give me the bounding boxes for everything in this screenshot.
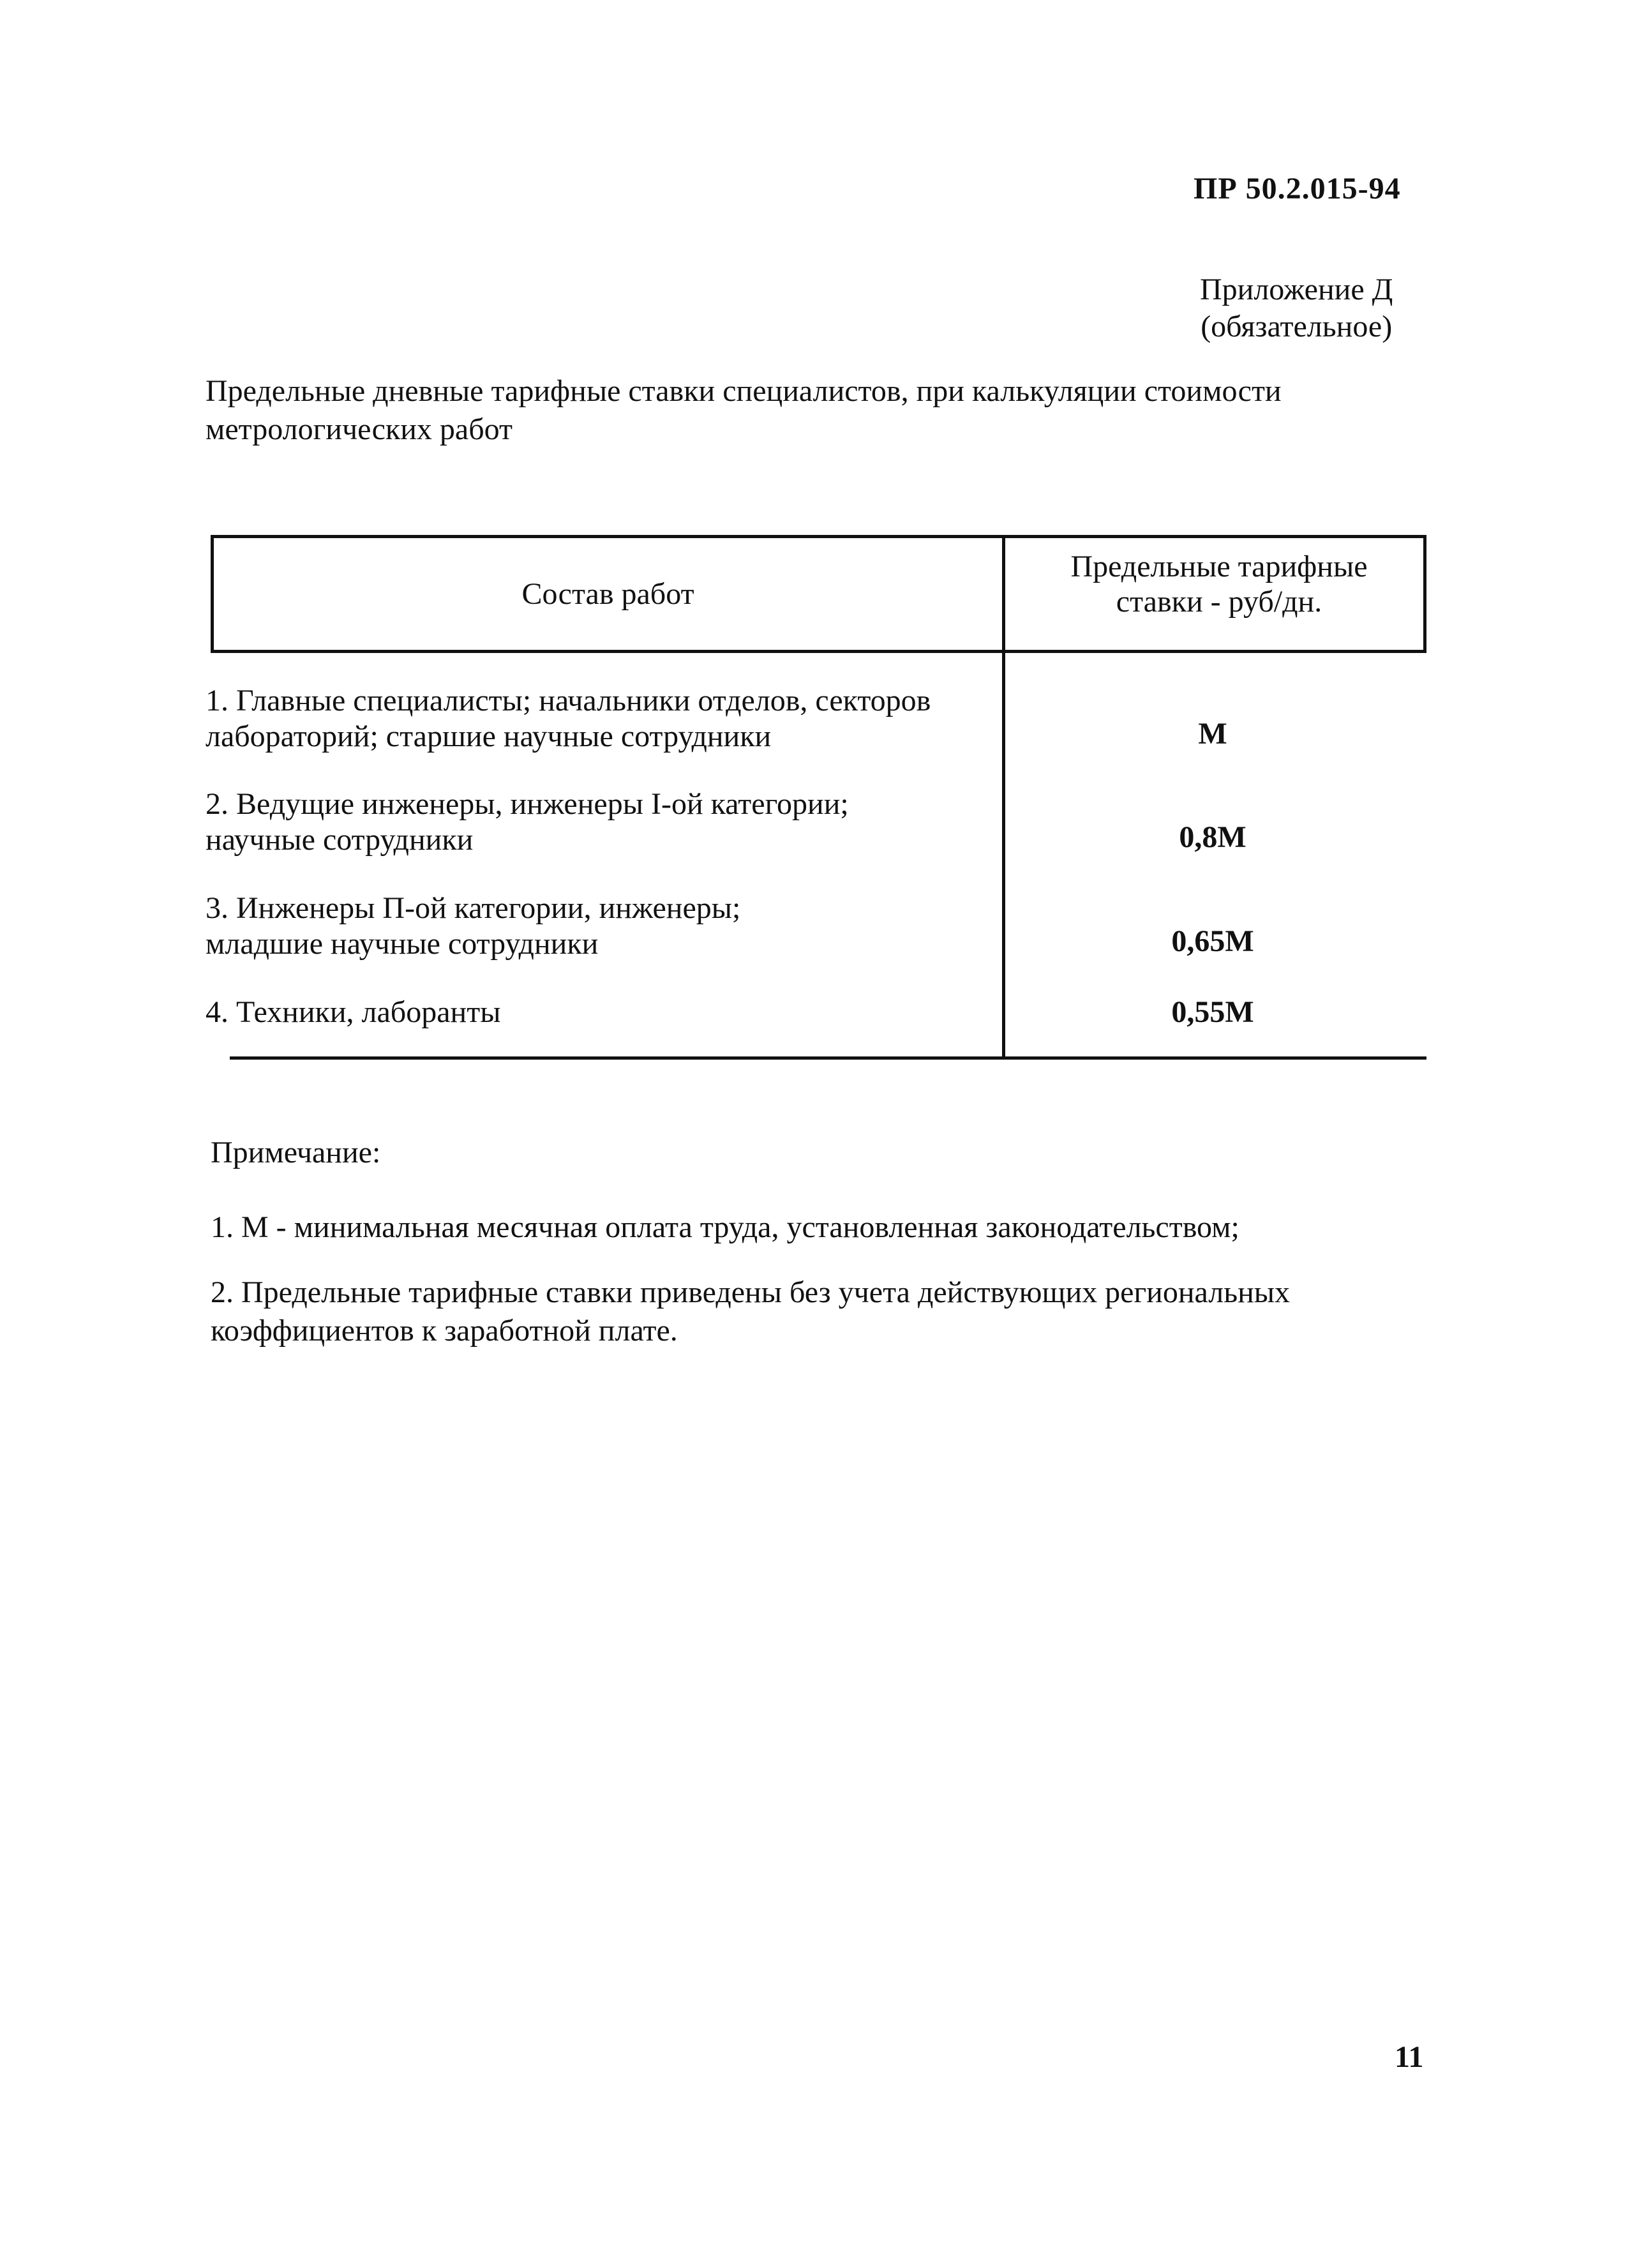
document-title: Предельные дневные тарифные ставки специалистов, при калькуляции стоимости метрологических работ bbox=[206, 374, 1282, 446]
note-item-1: 1. М - минимальная месячная оплата труда, установленная законодательством; bbox=[211, 1210, 1239, 1244]
table-row-1-line2: лабораторий; старшие научные сотрудники bbox=[206, 719, 772, 753]
table-row-4-description bbox=[206, 995, 1000, 1030]
table-row-3-line2: младшие научные сотрудники bbox=[206, 927, 599, 961]
table-row-1-description bbox=[206, 683, 1000, 755]
table-column-divider bbox=[1002, 535, 1005, 1058]
table-row-4-value: 0,55М bbox=[1171, 995, 1254, 1029]
table-header-rates-line1: Предельные тарифные bbox=[1070, 550, 1368, 583]
table-row-1-line1: 1. Главные специалисты; начальники отделов, секторов bbox=[206, 684, 931, 717]
table-row-2-value: 0,8М bbox=[1179, 820, 1246, 854]
document-code: ПР 50.2.015-94 bbox=[1194, 172, 1401, 206]
page-number: 11 bbox=[1395, 2040, 1424, 2074]
table-row-3-description bbox=[206, 890, 1000, 962]
table-header-rates bbox=[1015, 549, 1423, 619]
table-header-work-composition: Состав работ bbox=[521, 577, 694, 611]
note-item-2: 2. Предельные тарифные ставки приведены без учета действующих региональных коэффициентов к заработной плате. bbox=[211, 1275, 1291, 1348]
appendix-status: (обязательное) bbox=[1201, 310, 1393, 343]
table-row-2-line2: научные сотрудники bbox=[206, 823, 474, 857]
table-row-4-line1: 4. Техники, лаборанты bbox=[206, 995, 501, 1029]
appendix-label bbox=[1200, 271, 1393, 345]
table-header-rates-line2: ставки - руб/дн. bbox=[1116, 585, 1322, 619]
table-row-2-description bbox=[206, 786, 1000, 858]
table-row-3-line1: 3. Инженеры П-ой категории, инженеры; bbox=[206, 891, 741, 925]
notes-title: Примечание: bbox=[211, 1136, 381, 1169]
table-bottom-rule bbox=[230, 1056, 1426, 1060]
table-row-3-value: 0,65М bbox=[1171, 924, 1254, 958]
appendix-title: Приложение Д bbox=[1200, 273, 1393, 306]
table-row-1-value: М bbox=[1198, 717, 1227, 751]
table-row-2-line1: 2. Ведущие инженеры, инженеры I-ой категории; bbox=[206, 787, 849, 821]
